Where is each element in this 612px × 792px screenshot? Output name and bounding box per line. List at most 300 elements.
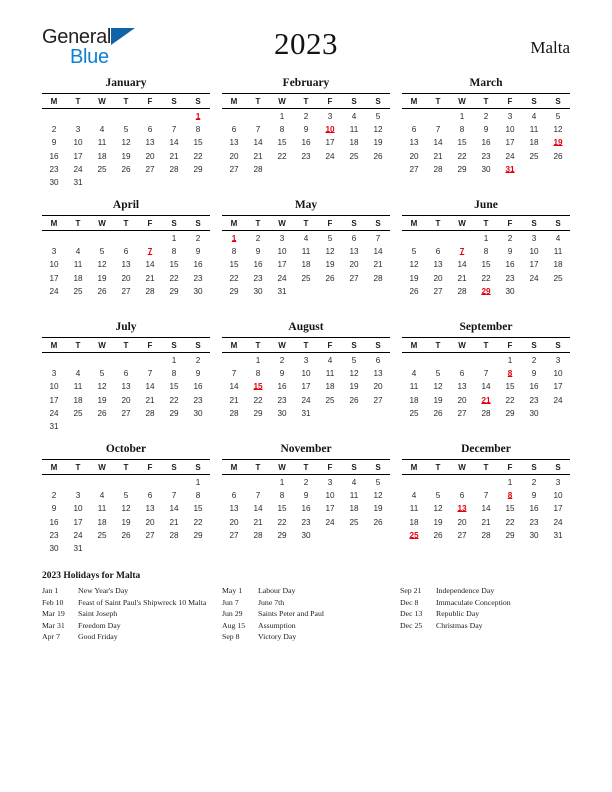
day-cell[interactable]: 10	[73, 138, 83, 148]
day-cell[interactable]: 6	[435, 247, 441, 257]
day-cell[interactable]: 17	[529, 260, 539, 270]
day-cell[interactable]: 16	[193, 382, 203, 392]
day-cell[interactable]: 16	[253, 260, 263, 270]
day-cell[interactable]: 4	[75, 247, 81, 257]
day-cell[interactable]: 23	[253, 273, 263, 283]
day-cell[interactable]: 13	[121, 260, 131, 270]
day-cell[interactable]: 8	[483, 247, 489, 257]
day-cell[interactable]: 7	[171, 491, 177, 501]
day-cell[interactable]: 31	[553, 530, 563, 540]
day-cell[interactable]: 17	[73, 151, 83, 161]
day-cell[interactable]: 20	[457, 517, 467, 527]
day-cell[interactable]: 10	[73, 504, 83, 514]
day-cell[interactable]: 6	[351, 234, 357, 243]
day-cell[interactable]: 18	[409, 395, 419, 405]
day-cell[interactable]: 17	[73, 517, 83, 527]
day-cell[interactable]: 29	[169, 408, 179, 418]
day-cell[interactable]: 24	[73, 530, 83, 540]
day-cell[interactable]: 7	[459, 247, 465, 257]
day-cell[interactable]: 9	[303, 491, 309, 501]
day-cell[interactable]: 6	[459, 491, 465, 501]
day-cell[interactable]: 27	[457, 530, 467, 540]
day-cell[interactable]: 20	[373, 382, 383, 392]
day-cell[interactable]: 19	[433, 395, 443, 405]
day-cell[interactable]: 28	[481, 408, 491, 418]
day-cell[interactable]: 28	[373, 273, 383, 283]
day-cell[interactable]: 9	[531, 491, 537, 501]
day-cell[interactable]: 3	[51, 247, 57, 257]
day-cell[interactable]: 4	[411, 491, 417, 501]
day-cell[interactable]: 22	[193, 151, 203, 161]
day-cell[interactable]: 27	[121, 408, 131, 418]
day-cell[interactable]: 27	[145, 530, 155, 540]
day-cell[interactable]: 8	[507, 491, 513, 501]
day-cell[interactable]: 25	[529, 151, 539, 161]
day-cell[interactable]: 14	[169, 138, 179, 148]
day-cell[interactable]: 30	[49, 543, 59, 553]
day-cell[interactable]: 30	[301, 530, 311, 540]
day-cell[interactable]: 16	[505, 260, 515, 270]
day-cell[interactable]: 15	[481, 260, 491, 270]
day-cell[interactable]: 27	[145, 164, 155, 174]
day-cell[interactable]: 20	[229, 517, 239, 527]
day-cell[interactable]: 18	[97, 151, 107, 161]
day-cell[interactable]: 20	[145, 517, 155, 527]
day-cell[interactable]: 1	[507, 356, 513, 365]
day-cell[interactable]: 7	[147, 247, 153, 257]
day-cell[interactable]: 2	[483, 112, 489, 121]
day-cell[interactable]: 11	[73, 382, 83, 392]
day-cell[interactable]: 16	[301, 504, 311, 514]
day-cell[interactable]: 11	[97, 504, 107, 514]
day-cell[interactable]: 1	[279, 478, 285, 487]
day-cell[interactable]: 5	[123, 125, 129, 135]
day-cell[interactable]: 12	[373, 491, 383, 501]
day-cell[interactable]: 10	[49, 260, 59, 270]
day-cell[interactable]: 13	[229, 504, 239, 514]
day-cell[interactable]: 12	[373, 125, 383, 135]
day-cell[interactable]: 12	[121, 504, 131, 514]
day-cell[interactable]: 13	[373, 369, 383, 379]
day-cell[interactable]: 24	[277, 273, 287, 283]
day-cell[interactable]: 11	[553, 247, 563, 257]
day-cell[interactable]: 24	[529, 273, 539, 283]
day-cell[interactable]: 23	[505, 273, 515, 283]
day-cell[interactable]: 15	[505, 504, 515, 514]
day-cell[interactable]: 16	[193, 260, 203, 270]
day-cell[interactable]: 14	[169, 504, 179, 514]
day-cell[interactable]: 10	[553, 369, 563, 379]
day-cell[interactable]: 29	[277, 530, 287, 540]
day-cell[interactable]: 3	[327, 478, 333, 487]
day-cell[interactable]: 28	[229, 408, 239, 418]
day-cell[interactable]: 7	[375, 234, 381, 243]
day-cell[interactable]: 29	[481, 286, 491, 296]
day-cell[interactable]: 29	[229, 286, 239, 296]
day-cell[interactable]: 6	[147, 125, 153, 135]
day-cell[interactable]: 30	[49, 177, 59, 187]
day-cell[interactable]: 22	[481, 273, 491, 283]
day-cell[interactable]: 26	[409, 286, 419, 296]
day-cell[interactable]: 16	[277, 382, 287, 392]
day-cell[interactable]: 8	[171, 369, 177, 379]
day-cell[interactable]: 13	[121, 382, 131, 392]
day-cell[interactable]: 20	[433, 273, 443, 283]
day-cell[interactable]: 12	[349, 369, 359, 379]
day-cell[interactable]: 1	[507, 478, 513, 487]
day-cell[interactable]: 5	[435, 369, 441, 379]
day-cell[interactable]: 24	[49, 286, 59, 296]
day-cell[interactable]: 25	[349, 517, 359, 527]
day-cell[interactable]: 21	[169, 517, 179, 527]
day-cell[interactable]: 5	[351, 356, 357, 365]
day-cell[interactable]: 25	[325, 395, 335, 405]
day-cell[interactable]: 19	[553, 138, 563, 148]
day-cell[interactable]: 7	[483, 491, 489, 501]
day-cell[interactable]: 13	[409, 138, 419, 148]
day-cell[interactable]: 18	[349, 138, 359, 148]
day-cell[interactable]: 13	[145, 138, 155, 148]
day-cell[interactable]: 30	[253, 286, 263, 296]
day-cell[interactable]: 30	[481, 164, 491, 174]
day-cell[interactable]: 26	[97, 408, 107, 418]
day-cell[interactable]: 19	[325, 260, 335, 270]
day-cell[interactable]: 11	[325, 369, 335, 379]
day-cell[interactable]: 19	[409, 273, 419, 283]
day-cell[interactable]: 25	[409, 408, 419, 418]
day-cell[interactable]: 10	[529, 247, 539, 257]
day-cell[interactable]: 17	[49, 273, 59, 283]
day-cell[interactable]: 3	[327, 112, 333, 121]
day-cell[interactable]: 22	[277, 151, 287, 161]
day-cell[interactable]: 28	[481, 530, 491, 540]
day-cell[interactable]: 15	[505, 382, 515, 392]
day-cell[interactable]: 12	[433, 504, 443, 514]
day-cell[interactable]: 5	[327, 234, 333, 243]
day-cell[interactable]: 28	[145, 286, 155, 296]
day-cell[interactable]: 9	[303, 125, 309, 135]
day-cell[interactable]: 27	[229, 530, 239, 540]
day-cell[interactable]: 15	[169, 260, 179, 270]
day-cell[interactable]: 26	[325, 273, 335, 283]
day-cell[interactable]: 23	[529, 395, 539, 405]
day-cell[interactable]: 21	[481, 395, 491, 405]
day-cell[interactable]: 26	[433, 530, 443, 540]
day-cell[interactable]: 2	[531, 478, 537, 487]
day-cell[interactable]: 8	[195, 491, 201, 501]
day-cell[interactable]: 4	[531, 112, 537, 121]
day-cell[interactable]: 20	[145, 151, 155, 161]
day-cell[interactable]: 3	[303, 356, 309, 365]
day-cell[interactable]: 15	[277, 138, 287, 148]
day-cell[interactable]: 18	[73, 395, 83, 405]
day-cell[interactable]: 28	[253, 530, 263, 540]
day-cell[interactable]: 28	[169, 164, 179, 174]
day-cell[interactable]: 19	[121, 151, 131, 161]
day-cell[interactable]: 2	[303, 478, 309, 487]
day-cell[interactable]: 22	[457, 151, 467, 161]
day-cell[interactable]: 10	[505, 125, 515, 135]
day-cell[interactable]: 7	[171, 125, 177, 135]
day-cell[interactable]: 11	[73, 260, 83, 270]
day-cell[interactable]: 22	[193, 517, 203, 527]
day-cell[interactable]: 30	[529, 408, 539, 418]
day-cell[interactable]: 5	[411, 247, 417, 257]
day-cell[interactable]: 2	[507, 234, 513, 243]
day-cell[interactable]: 3	[531, 234, 537, 243]
day-cell[interactable]: 18	[325, 382, 335, 392]
day-cell[interactable]: 8	[279, 125, 285, 135]
day-cell[interactable]: 1	[171, 356, 177, 365]
day-cell[interactable]: 21	[229, 395, 239, 405]
day-cell[interactable]: 31	[49, 421, 59, 431]
day-cell[interactable]: 2	[255, 234, 261, 243]
day-cell[interactable]: 26	[121, 164, 131, 174]
day-cell[interactable]: 15	[193, 504, 203, 514]
day-cell[interactable]: 29	[505, 408, 515, 418]
day-cell[interactable]: 29	[169, 286, 179, 296]
day-cell[interactable]: 3	[75, 125, 81, 135]
day-cell[interactable]: 26	[433, 408, 443, 418]
day-cell[interactable]: 23	[301, 151, 311, 161]
day-cell[interactable]: 1	[231, 234, 237, 243]
day-cell[interactable]: 16	[49, 517, 59, 527]
day-cell[interactable]: 17	[553, 382, 563, 392]
day-cell[interactable]: 18	[349, 504, 359, 514]
day-cell[interactable]: 17	[49, 395, 59, 405]
day-cell[interactable]: 27	[457, 408, 467, 418]
day-cell[interactable]: 22	[253, 395, 263, 405]
day-cell[interactable]: 7	[255, 125, 261, 135]
day-cell[interactable]: 12	[97, 382, 107, 392]
day-cell[interactable]: 15	[169, 382, 179, 392]
day-cell[interactable]: 20	[349, 260, 359, 270]
day-cell[interactable]: 7	[435, 125, 441, 135]
day-cell[interactable]: 10	[553, 491, 563, 501]
day-cell[interactable]: 14	[481, 504, 491, 514]
day-cell[interactable]: 27	[121, 286, 131, 296]
day-cell[interactable]: 18	[553, 260, 563, 270]
day-cell[interactable]: 19	[373, 504, 383, 514]
day-cell[interactable]: 24	[553, 395, 563, 405]
day-cell[interactable]: 27	[409, 164, 419, 174]
day-cell[interactable]: 28	[433, 164, 443, 174]
day-cell[interactable]: 19	[97, 395, 107, 405]
day-cell[interactable]: 5	[375, 112, 381, 121]
day-cell[interactable]: 10	[301, 369, 311, 379]
day-cell[interactable]: 28	[145, 408, 155, 418]
day-cell[interactable]: 15	[229, 260, 239, 270]
day-cell[interactable]: 30	[193, 408, 203, 418]
day-cell[interactable]: 29	[457, 164, 467, 174]
day-cell[interactable]: 6	[231, 125, 237, 135]
day-cell[interactable]: 31	[505, 164, 515, 174]
day-cell[interactable]: 30	[193, 286, 203, 296]
day-cell[interactable]: 12	[409, 260, 419, 270]
day-cell[interactable]: 13	[349, 247, 359, 257]
day-cell[interactable]: 23	[529, 517, 539, 527]
day-cell[interactable]: 22	[229, 273, 239, 283]
day-cell[interactable]: 9	[51, 138, 57, 148]
day-cell[interactable]: 10	[49, 382, 59, 392]
day-cell[interactable]: 11	[349, 491, 359, 501]
day-cell[interactable]: 3	[555, 356, 561, 365]
day-cell[interactable]: 31	[73, 177, 83, 187]
day-cell[interactable]: 16	[529, 382, 539, 392]
day-cell[interactable]: 12	[553, 125, 563, 135]
day-cell[interactable]: 21	[373, 260, 383, 270]
day-cell[interactable]: 1	[195, 112, 201, 121]
day-cell[interactable]: 16	[529, 504, 539, 514]
day-cell[interactable]: 23	[481, 151, 491, 161]
day-cell[interactable]: 14	[145, 382, 155, 392]
day-cell[interactable]: 8	[459, 125, 465, 135]
day-cell[interactable]: 12	[433, 382, 443, 392]
day-cell[interactable]: 11	[409, 504, 419, 514]
day-cell[interactable]: 21	[253, 517, 263, 527]
day-cell[interactable]: 12	[97, 260, 107, 270]
day-cell[interactable]: 20	[121, 273, 131, 283]
day-cell[interactable]: 6	[231, 491, 237, 501]
day-cell[interactable]: 1	[171, 234, 177, 243]
day-cell[interactable]: 4	[327, 356, 333, 365]
day-cell[interactable]: 22	[169, 273, 179, 283]
day-cell[interactable]: 26	[97, 286, 107, 296]
day-cell[interactable]: 27	[349, 273, 359, 283]
day-cell[interactable]: 13	[229, 138, 239, 148]
day-cell[interactable]: 2	[195, 234, 201, 243]
day-cell[interactable]: 9	[195, 369, 201, 379]
day-cell[interactable]: 11	[97, 138, 107, 148]
day-cell[interactable]: 10	[325, 125, 335, 135]
day-cell[interactable]: 4	[99, 491, 105, 501]
day-cell[interactable]: 3	[279, 234, 285, 243]
day-cell[interactable]: 6	[459, 369, 465, 379]
day-cell[interactable]: 6	[411, 125, 417, 135]
day-cell[interactable]: 24	[73, 164, 83, 174]
day-cell[interactable]: 21	[169, 151, 179, 161]
day-cell[interactable]: 25	[97, 164, 107, 174]
day-cell[interactable]: 13	[457, 504, 467, 514]
day-cell[interactable]: 25	[301, 273, 311, 283]
day-cell[interactable]: 2	[51, 491, 57, 501]
day-cell[interactable]: 14	[253, 138, 263, 148]
day-cell[interactable]: 5	[555, 112, 561, 121]
day-cell[interactable]: 9	[279, 369, 285, 379]
day-cell[interactable]: 12	[121, 138, 131, 148]
day-cell[interactable]: 17	[325, 138, 335, 148]
day-cell[interactable]: 2	[195, 356, 201, 365]
day-cell[interactable]: 23	[193, 273, 203, 283]
day-cell[interactable]: 13	[145, 504, 155, 514]
day-cell[interactable]: 25	[553, 273, 563, 283]
day-cell[interactable]: 23	[193, 395, 203, 405]
day-cell[interactable]: 5	[99, 369, 105, 379]
day-cell[interactable]: 25	[349, 151, 359, 161]
day-cell[interactable]: 7	[147, 369, 153, 379]
day-cell[interactable]: 23	[301, 517, 311, 527]
day-cell[interactable]: 4	[99, 125, 105, 135]
day-cell[interactable]: 17	[277, 260, 287, 270]
day-cell[interactable]: 18	[301, 260, 311, 270]
day-cell[interactable]: 21	[145, 273, 155, 283]
day-cell[interactable]: 11	[529, 125, 539, 135]
day-cell[interactable]: 31	[301, 408, 311, 418]
day-cell[interactable]: 28	[253, 164, 263, 174]
day-cell[interactable]: 17	[553, 504, 563, 514]
day-cell[interactable]: 1	[279, 112, 285, 121]
day-cell[interactable]: 22	[169, 395, 179, 405]
day-cell[interactable]: 20	[409, 151, 419, 161]
day-cell[interactable]: 26	[373, 151, 383, 161]
day-cell[interactable]: 9	[51, 504, 57, 514]
day-cell[interactable]: 9	[483, 125, 489, 135]
day-cell[interactable]: 3	[51, 369, 57, 379]
day-cell[interactable]: 30	[277, 408, 287, 418]
day-cell[interactable]: 14	[433, 138, 443, 148]
day-cell[interactable]: 24	[325, 517, 335, 527]
day-cell[interactable]: 19	[121, 517, 131, 527]
day-cell[interactable]: 31	[73, 543, 83, 553]
day-cell[interactable]: 5	[435, 491, 441, 501]
day-cell[interactable]: 8	[231, 247, 237, 257]
day-cell[interactable]: 12	[325, 247, 335, 257]
day-cell[interactable]: 19	[97, 273, 107, 283]
day-cell[interactable]: 10	[325, 491, 335, 501]
day-cell[interactable]: 30	[529, 530, 539, 540]
day-cell[interactable]: 6	[147, 491, 153, 501]
day-cell[interactable]: 20	[457, 395, 467, 405]
day-cell[interactable]: 24	[49, 408, 59, 418]
day-cell[interactable]: 14	[457, 260, 467, 270]
day-cell[interactable]: 13	[433, 260, 443, 270]
day-cell[interactable]: 11	[349, 125, 359, 135]
day-cell[interactable]: 26	[121, 530, 131, 540]
day-cell[interactable]: 20	[229, 151, 239, 161]
day-cell[interactable]: 14	[373, 247, 383, 257]
day-cell[interactable]: 18	[97, 517, 107, 527]
day-cell[interactable]: 29	[193, 530, 203, 540]
day-cell[interactable]: 21	[457, 273, 467, 283]
day-cell[interactable]: 14	[481, 382, 491, 392]
day-cell[interactable]: 7	[255, 491, 261, 501]
day-cell[interactable]: 17	[325, 504, 335, 514]
day-cell[interactable]: 29	[253, 408, 263, 418]
day-cell[interactable]: 1	[483, 234, 489, 243]
day-cell[interactable]: 3	[555, 478, 561, 487]
day-cell[interactable]: 23	[49, 164, 59, 174]
day-cell[interactable]: 1	[255, 356, 261, 365]
day-cell[interactable]: 6	[123, 247, 129, 257]
day-cell[interactable]: 26	[373, 517, 383, 527]
day-cell[interactable]: 19	[433, 517, 443, 527]
day-cell[interactable]: 15	[193, 138, 203, 148]
day-cell[interactable]: 25	[409, 530, 419, 540]
day-cell[interactable]: 9	[255, 247, 261, 257]
day-cell[interactable]: 24	[505, 151, 515, 161]
day-cell[interactable]: 6	[123, 369, 129, 379]
day-cell[interactable]: 31	[277, 286, 287, 296]
day-cell[interactable]: 4	[351, 112, 357, 121]
day-cell[interactable]: 2	[531, 356, 537, 365]
day-cell[interactable]: 8	[507, 369, 513, 379]
day-cell[interactable]: 9	[507, 247, 513, 257]
day-cell[interactable]: 27	[433, 286, 443, 296]
day-cell[interactable]: 19	[349, 382, 359, 392]
day-cell[interactable]: 3	[507, 112, 513, 121]
day-cell[interactable]: 7	[483, 369, 489, 379]
day-cell[interactable]: 8	[171, 247, 177, 257]
